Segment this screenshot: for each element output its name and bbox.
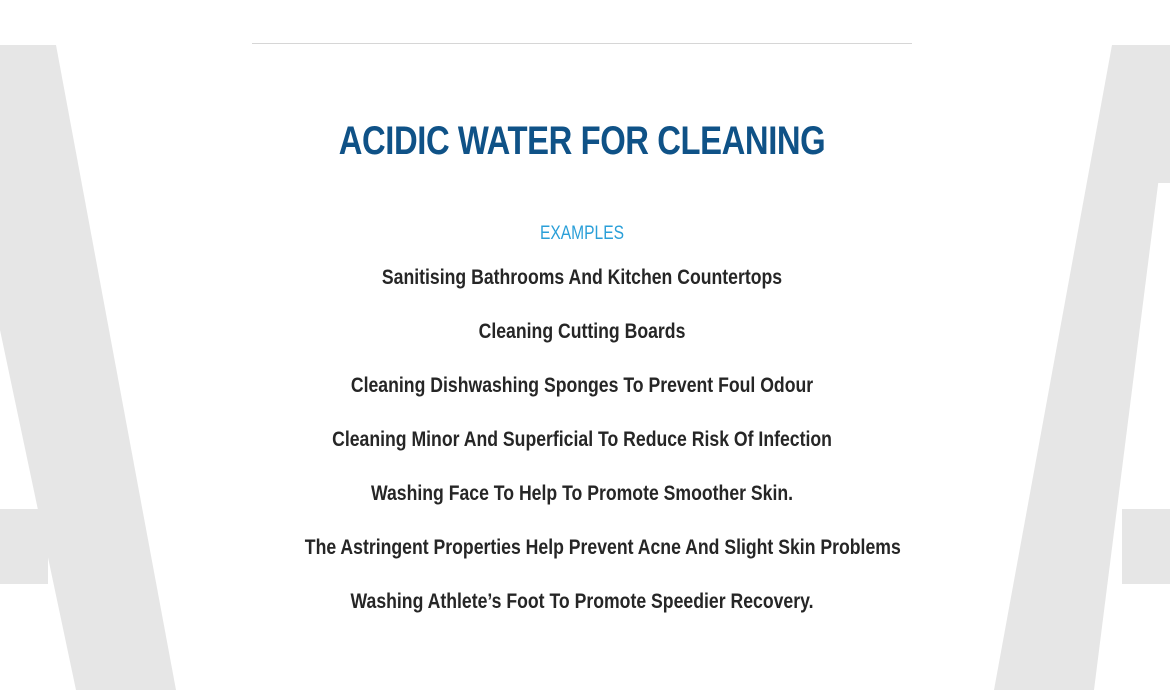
example-item-7: Washing Athlete’s Foot To Promote Speedier Recovery.: [350, 590, 814, 613]
example-item-4: Cleaning Minor And Superficial To Reduce Risk Of Infection: [332, 428, 832, 451]
section-subtitle: EXAMPLES: [540, 223, 624, 244]
example-item-2: Cleaning Cutting Boards: [478, 320, 686, 343]
example-item-6: The Astringent Properties Help Prevent Acne And Slight Skin Problems: [304, 536, 901, 559]
section-content: [252, 110, 912, 642]
right-letter-a-shape: [994, 45, 1170, 690]
example-item-3: Cleaning Dishwashing Sponges To Prevent Foul Odour: [350, 374, 814, 397]
left-letter-a-shape: [0, 45, 176, 690]
top-divider: [252, 43, 912, 44]
section-title: ACIDIC WATER FOR CLEANING: [338, 119, 826, 163]
example-item-1: Sanitising Bathrooms And Kitchen Countertops: [381, 266, 783, 289]
examples-list: [252, 264, 912, 616]
example-item-5: Washing Face To Help To Promote Smoother Skin.: [370, 482, 794, 505]
